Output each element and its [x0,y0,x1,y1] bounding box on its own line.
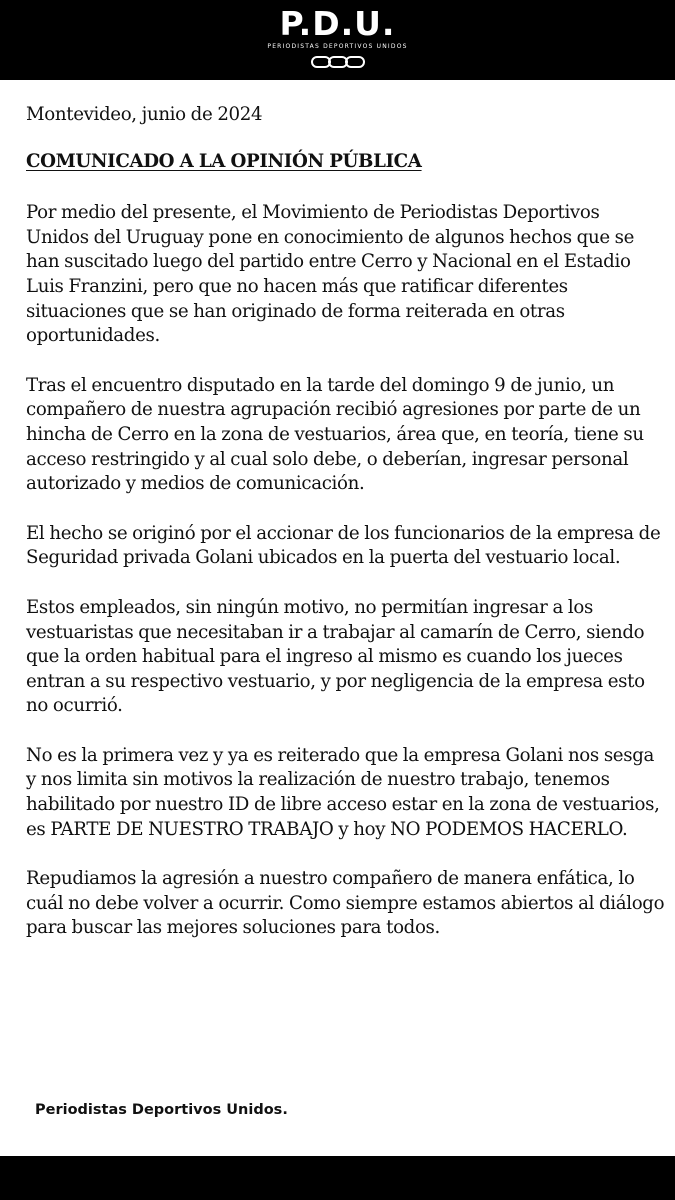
header-bar [0,0,675,80]
place-date: Montevideo, junio de 2024 [26,104,263,125]
communique-heading: COMUNICADO A LA OPINIÓN PÚBLICA [26,150,422,172]
footer-bar [0,1156,675,1200]
paragraph-4: Estos empleados, sin ningún motivo, no permitían ingresar a los vestuaristas que necesitaban ir a trabajar al camarín de Cerro, siendo que la orden habitual para el ingreso al mismo es cuando los jueces entran a su respectivo vestuario, y por negligencia de la empresa esto no ocurrió. [26,596,645,717]
logo-subtitle: PERIODISTAS DEPORTIVOS UNIDOS [267,43,408,50]
paragraph-1: Por medio del presente, el Movimiento de Periodistas Deportivos Unidos del Uruguay pone en conocimiento de algunos hechos que se han suscitado luego del partido entre Cerro y Nacional en el Estadio Luis Franzini, pero que no hacen más que ratificar diferentes situaciones que se han originado de forma reiterada en otras oportunidades. [26,202,635,347]
logo-title: P.D.U. [279,4,396,43]
paragraph-2: Tras el encuentro disputado en la tarde del domingo 9 de junio, un compañero de nuestra agrupación recibió agresiones por parte de un hincha de Cerro en la zona de vestuarios, área que, en teoría, tiene su acceso restringido y al cual solo debe, o deberían, ingresar personal autorizado y medios de comunicación. [26,374,644,495]
chain-links-icon [310,54,366,70]
paragraph-6: Repudiamos la agresión a nuestro compañero de manera enfática, lo cuál no debe volver a ocurrir. Como siempre estamos abiertos al diálogo para buscar las mejores soluciones para todos. [26,868,665,939]
paragraph-5: No es la primera vez y ya es reiterado que la empresa Golani nos sesga y nos limita sin motivos la realización de nuestro trabajo, tenemos habilitado por nuestro ID de libre acceso estar en la zona de vestuarios, es PARTE DE NUESTRO TRABAJO y hoy NO PODEMOS HACERLO. [26,744,660,840]
paragraph-3: El hecho se originó por el accionar de los funcionarios de la empresa de Seguridad privada Golani ubicados en la puerta del vestuario local. [26,522,661,569]
signature: Periodistas Deportivos Unidos. [35,1102,288,1118]
communique-body [26,103,666,966]
